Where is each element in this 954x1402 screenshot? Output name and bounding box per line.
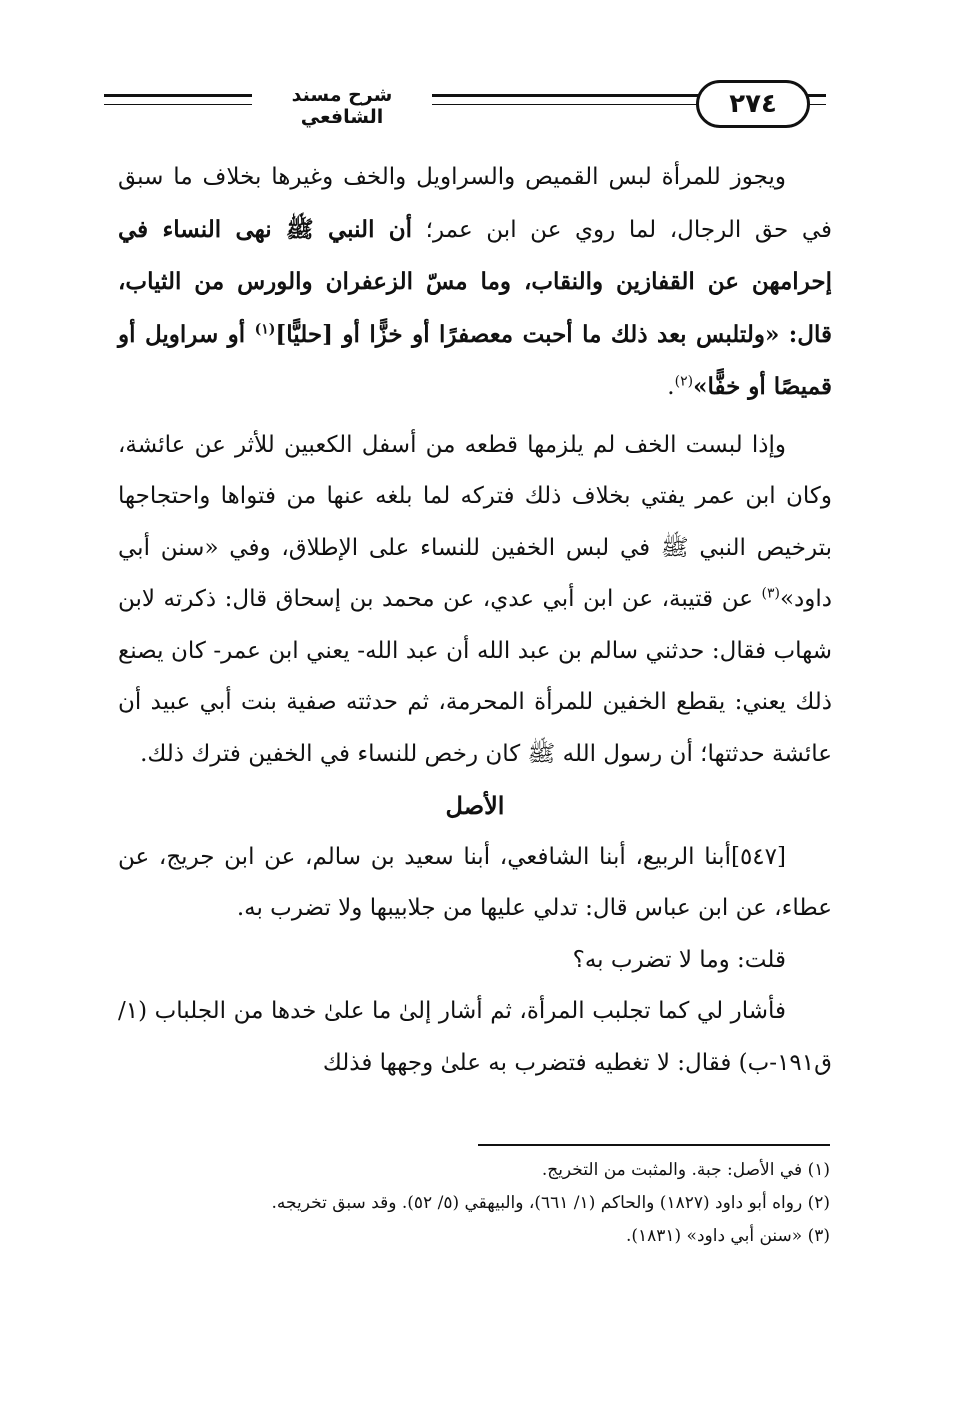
paragraph-1-end: . [667,374,675,400]
header-rule-left-thin [104,104,254,105]
section-heading: الأصل [445,791,505,820]
paragraph-2-text-a: وإذا لبست الخف لم يلزمها قطعه من أسفل الكعبين للأثر عن عائشة، وكان ابن عمر يفتي بخلاف ذلك فتركه لما بلغه عنها من فتواها واحتجاجها بترخيص النبي ﷺ في لبس الخفين للنساء على الإطلاق، وفي «سنن أبي داود» [118,431,832,612]
paragraph-2 [118,420,832,781]
paragraph-1-text-c: أو سراويل أو قميصًا أو خفًّا» [118,320,832,400]
paragraph-2-text-b: عن قتيبة، عن ابن أبي عدي، عن محمد بن إسحاق قال: ذكرته لابن شهاب فقال: حدثني سالم بن عبد الله أن عبد الله- يعني ابن عمر- كان يصنع ذلك يعني: يقطع الخفين للمرأة المحرمة، ثم حدثته صفية بنت أبي عبيد أن عائشة حدثتها؛ أن رسول الله ﷺ كان رخص للنساء في الخفين فترك ذلك. [118,586,832,767]
header-rule-middle [424,94,704,97]
footnote-ref-2: (٢) [674,373,694,390]
paragraph-1-text-b: أن النبي ﷺ نهى النساء في إحرامهن عن القفازين والنقاب، وما مسّ الزعفران والورس من الثياب، قال: «ولتلبس بعد ذلك ما أحبت معصفرًا أو خزًّا أو [حليًّا] [118,215,832,348]
header-rule-middle-thin [424,104,704,105]
main-text [118,152,832,1089]
footnote-separator [478,1144,830,1146]
paragraph-3 [118,832,832,935]
page-header [104,74,826,128]
hadith-number: [٥٤٧] [730,843,786,870]
running-title: شرح مسند الشافعي [252,84,432,128]
page-number: ٢٧٤ [696,80,810,128]
paragraph-1-hadith [118,216,832,401]
paragraph-1-text-a: ويجوز للمرأة لبس القميص والسراويل والخف وغيرها بخلاف ما سبق في حق الرجال، لما روي عن ابن عمر؛ [118,164,832,243]
paragraph-1 [118,152,832,414]
paragraph-3-text: أبنا الربيع، أبنا الشافعي، أبنا سعيد بن سالم، عن ابن جريج، عن عطاء، عن ابن عباس قال: تدلي عليها من جلابيبها ولا تضرب به. [118,843,832,921]
footnote-ref-3: (٣) [761,585,780,602]
footnote-2: (٢) رواه أبو داود (١٨٢٧) والحاكم (١/ ٦٦١)، والبيهقي (٥/ ٥٢). وقد سبق تخريجه. [271,1193,830,1213]
footnote-1: (١) في الأصل: جبة. والمثبت من التخريج. [541,1160,830,1180]
footnote-ref-1: (١) [254,320,276,337]
paragraph-4: قلت: وما لا تضرب به؟ [572,946,786,973]
header-rule-left [104,94,254,97]
footnote-3: (٣) «سنن أبي داود» (١٨٣١). [625,1226,830,1246]
paragraph-5: فأشار لي كما تجلبب المرأة، ثم أشار إلىٰ ما علىٰ خدها من الجلباب (١/ق١٩١-ب) فقال: لا تغطيه فتضرب به علىٰ وجهها فذلك [118,998,832,1076]
footnotes [110,1154,830,1253]
